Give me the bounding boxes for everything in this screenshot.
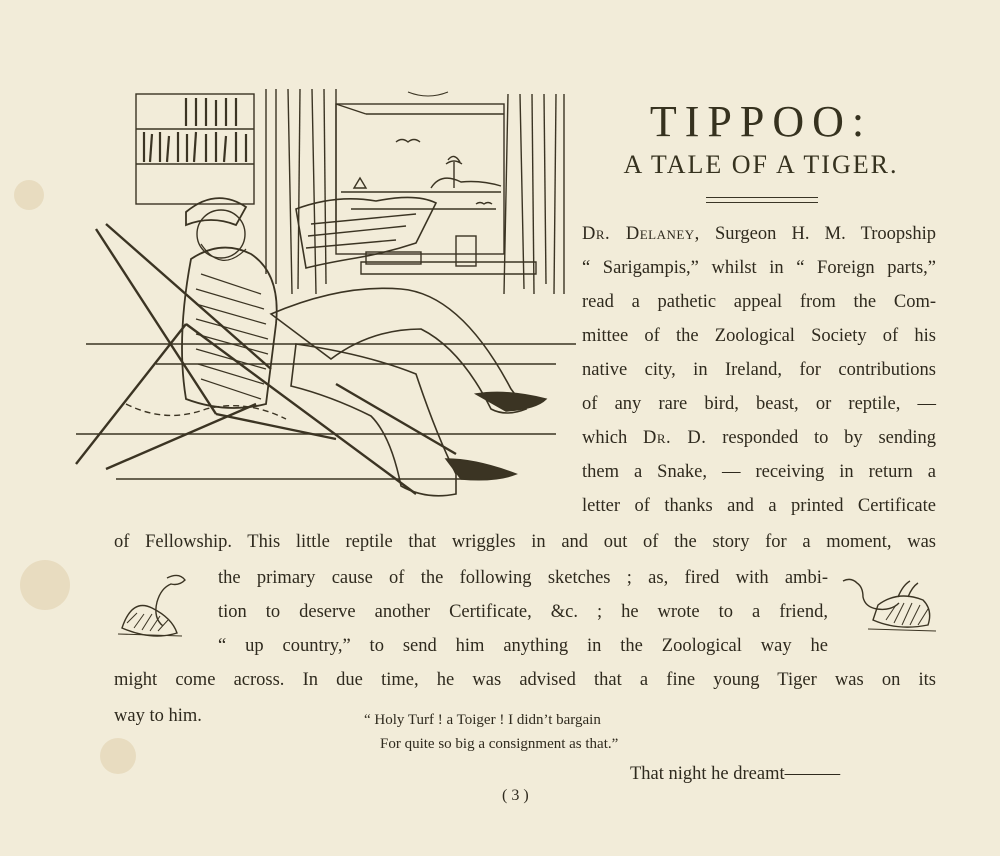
- paper-stain: [20, 560, 70, 610]
- paper-stain: [100, 738, 136, 774]
- page-number: ( 3 ): [502, 787, 529, 804]
- body-line: read a pathetic appeal from the Com-: [582, 292, 936, 312]
- poem-line: For quite so big a consignment as that.”: [380, 736, 619, 752]
- body-line: “ Sarigampis,” whilst in “ Foreign parts,”: [582, 258, 936, 278]
- snake-right-illustration: [838, 575, 938, 635]
- body-line: the primary cause of the following sketches ; as, fired with ambi-: [218, 568, 828, 588]
- body-line: which Dr. D. responded to by sending: [582, 428, 936, 448]
- title-divider: [706, 197, 818, 198]
- body-line: mittee of the Zoological Society of his: [582, 326, 936, 346]
- page-subtitle: A TALE OF A TIGER.: [623, 150, 899, 179]
- closing-line: That night he dreamt———: [630, 764, 841, 784]
- snake-left-illustration: [112, 568, 187, 640]
- poem-line: “ Holy Turf ! a Toiger ! I didn’t bargain: [364, 712, 601, 728]
- body-line: native city, in Ireland, for contributions: [582, 360, 936, 380]
- body-line: tion to deserve another Certificate, &c. ; he wrote to a friend,: [218, 602, 828, 622]
- sailor-reading-illustration: [36, 84, 576, 504]
- body-line: them a Snake, — receiving in return a: [582, 462, 936, 482]
- title-divider: [706, 202, 818, 203]
- body-line: way to him.: [114, 706, 202, 726]
- page-title: TIPPOO:: [649, 97, 873, 146]
- body-line: “ up country,” to send him anything in the Zoological way he: [218, 636, 828, 656]
- doctor-name: Dr. Delaney,: [582, 224, 700, 244]
- body-line: Dr. Delaney, Surgeon H. M. Troopship: [582, 224, 936, 244]
- body-line: of Fellowship. This little reptile that wriggles in and out of the story for a moment, was: [114, 532, 936, 552]
- body-line: might come across. In due time, he was advised that a fine young Tiger was on its: [114, 670, 936, 690]
- body-line: of any rare bird, beast, or reptile, —: [582, 394, 936, 414]
- body-line: letter of thanks and a printed Certificate: [582, 496, 936, 516]
